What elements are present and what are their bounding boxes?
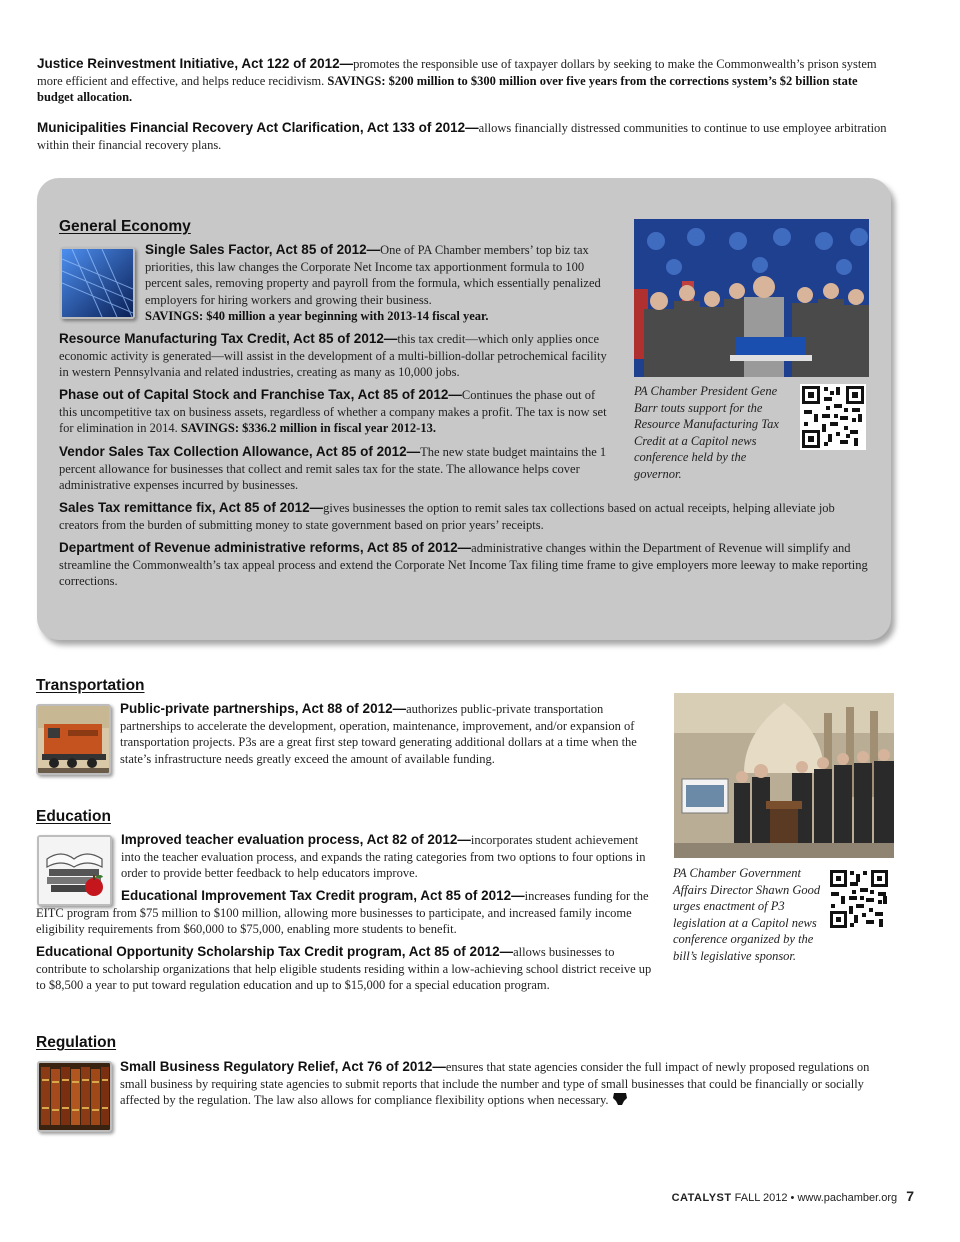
- paragraph-text: allows businesses to contribute to scholarship organizations that help eligible students residing within a low-achieving school district receive up to $8,500 a year to put toward regulation education and up to $15,000 for a special education program.: [36, 945, 652, 993]
- website-link[interactable]: www.pachamber.org: [797, 1192, 898, 1204]
- paragraph-lead: Educational Opportunity Scholarship Tax Credit program, Act 85 of 2012—: [36, 944, 514, 959]
- savings-text: SAVINGS: $336.2 million in fiscal year 2012-13.: [180, 421, 436, 436]
- public-private-partnerships-paragraph: [120, 701, 655, 767]
- paragraph-lead: Improved teacher evaluation process, Act 82 of 2012—: [121, 832, 471, 847]
- paragraph-text: increases funding for the EITC program from $75 million to $100 million, allowing more businesses to participate, and increased family income eligibility requirements from $60,000 to $75,000, enabling more students to benefit.: [36, 889, 649, 937]
- magazine-brand: CATALYST: [671, 1192, 732, 1204]
- paragraph-text: ensures that state agencies consider the full impact of newly proposed regulations on small business by requiring state agencies to submit reports that include the number and type of small businesses that could be financially or socially affected by the regulation. The law also allows for compliance flexibility options when necessary.: [120, 1060, 870, 1108]
- paragraph-lead: Small Business Regulatory Relief, Act 76 of 2012—: [120, 1059, 446, 1074]
- municipalities-recovery-paragraph: [37, 120, 897, 153]
- paragraph-lead: Department of Revenue administrative reforms, Act 85 of 2012—: [59, 540, 472, 555]
- capitol-rotunda-graphic: [674, 693, 894, 858]
- department-of-revenue-paragraph: [59, 540, 869, 590]
- press-conference-photo: [634, 219, 869, 377]
- savings-text: SAVINGS: $40 million a year beginning with 2013-14 fiscal year.: [145, 309, 489, 324]
- page-number: 7: [906, 1188, 914, 1204]
- resource-manufacturing-paragraph: [59, 331, 617, 381]
- vendor-sales-tax-paragraph: [59, 444, 617, 494]
- capitol-rotunda-photo: [674, 693, 894, 858]
- qr-code-icon: [828, 868, 890, 930]
- paragraph-lead: Justice Reinvestment Initiative, Act 122 of 2012—: [37, 56, 354, 71]
- paragraph-text: administrative changes within the Department of Revenue will simplify and streamline the Commonwealth’s tax appeal process and extend the Corporate Net Income Tax filing time frame to give employers more leeway to make reporting corrections.: [59, 541, 868, 589]
- issue-label: FALL 2012: [734, 1192, 788, 1204]
- justice-reinvestment-paragraph: [37, 56, 897, 106]
- qr-code-1[interactable]: [800, 384, 866, 450]
- photo-caption-gene-barr: PA Chamber President Gene Barr touts support for the Resource Manufacturing Tax Credit at a Capitol news conference held by the governor.: [634, 384, 779, 481]
- paragraph-text: incorporates student achievement into the teacher evaluation process, and expands the rating categories from two options to four options in order to provide better feedback to help educators improve.: [121, 833, 646, 881]
- paragraph-lead: Educational Improvement Tax Credit program, Act 85 of 2012—: [121, 888, 525, 903]
- paragraph-text: promotes the responsible use of taxpayer dollars by seeking to make the Commonwealth’s prison system more efficient and effective, and helps reduce recidivism.: [37, 57, 877, 88]
- paragraph-lead: Sales Tax remittance fix, Act 85 of 2012—: [59, 500, 324, 515]
- qr-code-icon: [800, 384, 866, 450]
- footer-bullet: •: [790, 1192, 795, 1204]
- pennsylvania-keystone-icon: [612, 1092, 628, 1106]
- paragraph-text: allows financially distressed communities to continue to use employee arbitration within their financial recovery plans.: [37, 121, 887, 152]
- sales-tax-remittance-paragraph: [59, 500, 869, 533]
- paragraph-text: gives businesses the option to remit sales tax collections based on actual receipts, helping alleviate job creators from the burden of submitting money to state government based on prior years’ receipts.: [59, 501, 835, 532]
- savings-text: SAVINGS: $200 million to $300 million over five years from the corrections system’s $2 billion state budget allocation.: [37, 73, 858, 105]
- digital-data-icon: [60, 247, 135, 319]
- paragraph-text: One of PA Chamber members’ top biz tax priorities, this law changes the Corporate Net Income tax apportionment formula to 100 percent sales, removing property and payroll from the formula, which essentially penalized employers for hiring workers and growing their business.: [145, 243, 601, 307]
- section-heading-education: Education: [36, 808, 111, 825]
- law-books-graphic: [39, 1063, 110, 1130]
- eitc-paragraph: [36, 888, 654, 938]
- paragraph-text: Continues the phase out of this uncompetitive tax on business assets, regardless of whether a company makes a profit. The tax is now set for elimination in 2014.: [59, 388, 607, 436]
- section-heading-general-economy: General Economy: [59, 218, 191, 235]
- digital-data-graphic: [62, 249, 133, 317]
- paragraph-lead: Phase out of Capital Stock and Franchise Tax, Act 85 of 2012—: [59, 387, 462, 402]
- paragraph-text: authorizes public-private transportation partnerships to accelerate the development, operation, maintenance, improvement, and/or expansion of transportation projects. P3s are a great first step toward generating additional dollars at a time when the state’s infrastructure needs greatly exceed the amount of available funding.: [120, 702, 637, 766]
- paragraph-lead: Municipalities Financial Recovery Act Clarification, Act 133 of 2012—: [37, 120, 479, 135]
- press-conference-graphic: [634, 219, 869, 377]
- paragraph-text: The new state budget maintains the 1 percent allowance for businesses that collect and remit sales tax for the state. The allowance helps cover administrative expenses incurred by businesses.: [59, 445, 607, 493]
- paragraph-lead: Public-private partnerships, Act 88 of 2012—: [120, 701, 407, 716]
- small-business-regulatory-relief-paragraph: [120, 1059, 895, 1109]
- paragraph-lead: Resource Manufacturing Tax Credit, Act 85 of 2012—: [59, 331, 398, 346]
- single-sales-factor-paragraph: [145, 242, 615, 325]
- photo-caption-shawn-good: PA Chamber Government Affairs Director Shawn Good urges enactment of P3 legislation at a Capitol news conference organized by the bill’s legislative sponsor.: [673, 866, 821, 963]
- train-icon: [36, 704, 111, 775]
- law-books-icon: [37, 1061, 112, 1132]
- scholarship-tax-credit-paragraph: [36, 944, 654, 994]
- paragraph-text: this tax credit—which only applies once economic activity is generated—will assist in the development of a multi-billion-dollar petrochemical facility in western Pennsylvania and related industries, creating as many as 10,000 jobs.: [59, 332, 607, 380]
- train-graphic: [38, 706, 109, 773]
- capital-stock-paragraph: [59, 387, 611, 437]
- paragraph-lead: Single Sales Factor, Act 85 of 2012—: [145, 242, 381, 257]
- qr-code-2[interactable]: [828, 868, 890, 930]
- paragraph-lead: Vendor Sales Tax Collection Allowance, Act 85 of 2012—: [59, 444, 421, 459]
- section-heading-transportation: Transportation: [36, 677, 145, 694]
- section-heading-regulation: Regulation: [36, 1034, 117, 1051]
- teacher-evaluation-paragraph: [121, 832, 657, 882]
- page-footer: [672, 1188, 914, 1204]
